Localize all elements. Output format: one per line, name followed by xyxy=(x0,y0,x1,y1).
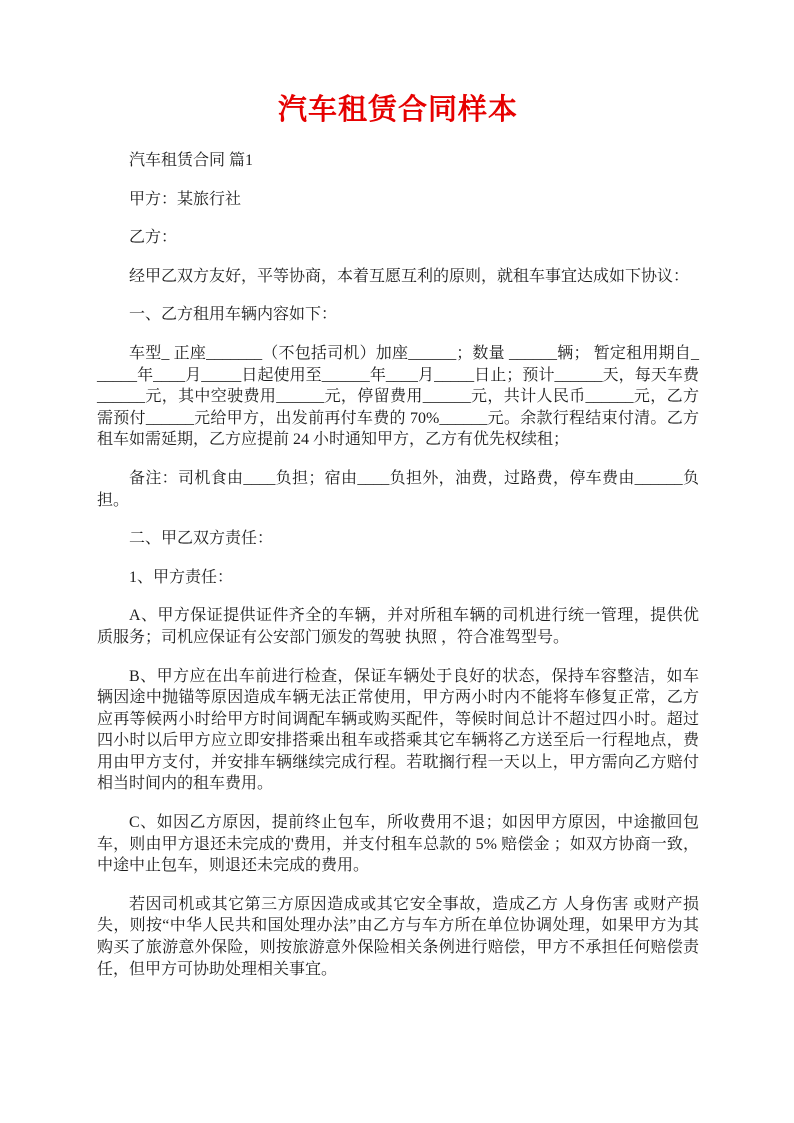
paragraph-clause-2-1-heading: 1、甲方责任： xyxy=(129,568,234,586)
paragraph-clause-2-1-b: B、甲方应在出车前进行检查，保证车辆处于良好的状态，保持车容整洁，如车辆因途中抛锚等原因造成车辆无法正常使用，甲方两小时内不能将车修复正常，乙方应再等候两小时给甲方时间调配车辆或购买配件，等候时间总计不超过四小时。超过四小时以后甲方应立即安排搭乘出租车或搭乘其它车辆将乙方送至后一行程地点，费用由甲方支付，并安排车辆继续完成行程。若耽搁行程一天以上，甲方需向乙方赔付相当时间内的租车费用。 xyxy=(97,667,699,793)
paragraph-clause-2-1-c: C、如因乙方原因，提前终止包车，所收费用不退；如因甲方原因，中途撤回包车，则由甲方退还未完成的'费用，并支付租车总款的 5% 赔偿金 ；如双方协商一致，中途中止包车，则退还未完成的费用。 xyxy=(97,814,699,875)
paragraph-party-b: 乙方： xyxy=(129,229,178,247)
paragraph-clause-1-note: 备注：司机食由____负担；宿由____负担外，油费，过路费，停车费由______负担。 xyxy=(97,469,699,509)
paragraph-liability: 若因司机或其它第三方原因造成或其它安全事故，造成乙方 人身伤害 或财产损失，则按“中华人民共和国处理办法”由乙方与车方所在单位协调处理，如果甲方为其购买了旅游意外保险，则按旅游意外保险相关条例进行赔偿，甲方不承担任何赔偿责任，但甲方可协助处理相关事宜。 xyxy=(97,895,699,978)
paragraph-clause-1-heading: 一、乙方租用车辆内容如下： xyxy=(129,306,338,324)
paragraph-party-a: 甲方：某旅行社 xyxy=(129,190,242,208)
document-body xyxy=(97,150,699,980)
paragraph-section-heading: 汽车租赁合同 篇1 xyxy=(129,152,254,169)
paragraph-clause-2-heading: 二、甲乙双方责任： xyxy=(129,530,274,548)
paragraph-clause-1-body: 车型_ 正座_______（不包括司机）加座______；数量 ______辆； 暂定租用期自______年____月_____日起使用至______年____月_____日止；预计______天，每天车费______元，其中空驶费用______元，停留费用______元，共计人民币______元，乙方需预付______元给甲方，出发前再付车费的 70%______元。余款行程结束付清。乙方租车如需延期，乙方应提前 24 小时通知甲方，乙方有优先权续租； xyxy=(97,344,699,449)
paragraph-clause-2-1-a: A、甲方保证提供证件齐全的车辆，并对所租车辆的司机进行统一管理，提供优质服务；司机应保证有公安部门颁发的驾驶 执照 ，符合准驾型号。 xyxy=(97,607,699,646)
document-title: 汽车租赁合同样本 xyxy=(277,94,518,126)
paragraph-preamble: 经甲乙双方友好，平等协商，本着互愿互利的原则，就租车事宜达成如下协议： xyxy=(129,267,690,285)
